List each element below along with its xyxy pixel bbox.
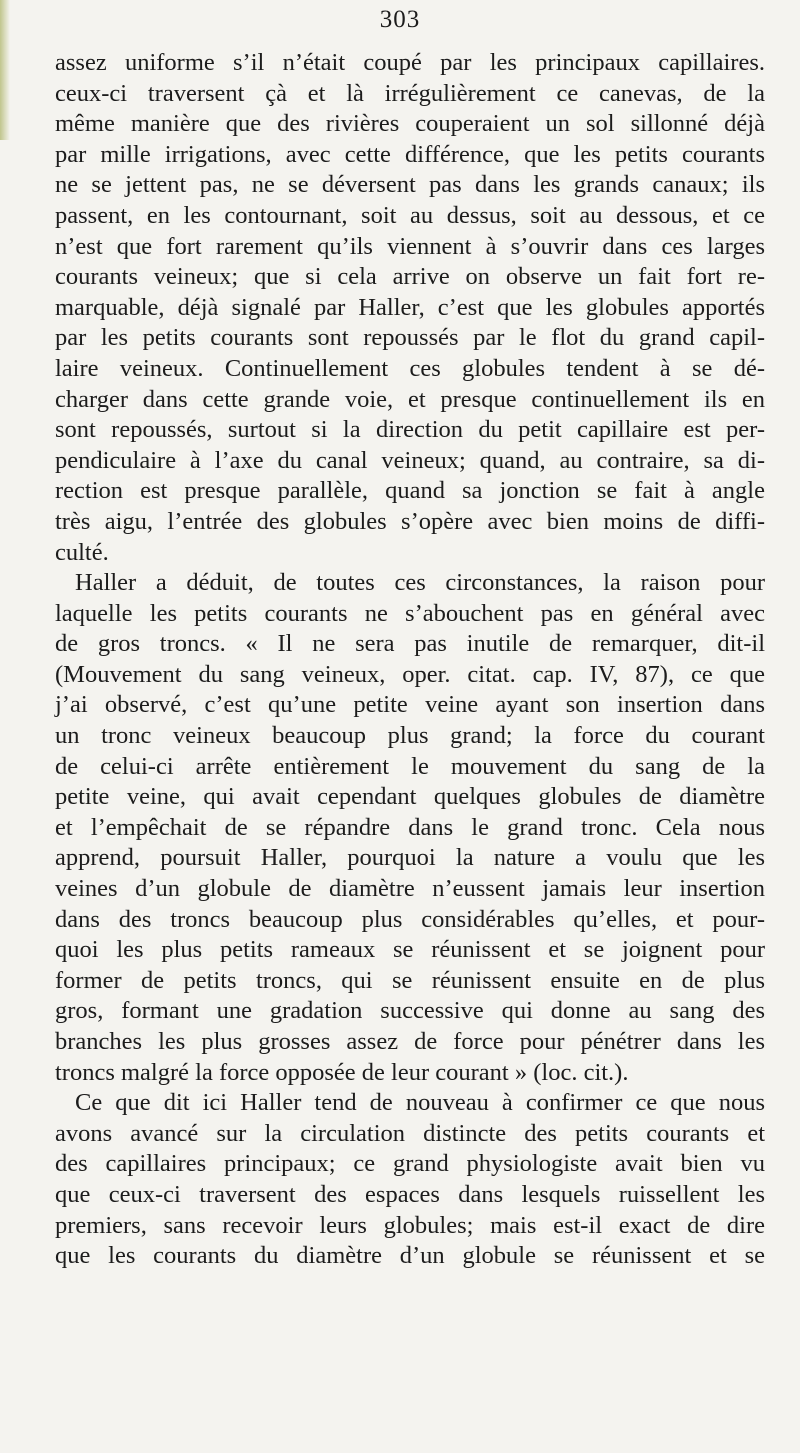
paragraph-start-line: Ce que dit ici Haller tend de nouveau à confirmer ce que nous xyxy=(75,1089,765,1117)
text-line: sont repoussés, surtout si la direction du petit capillaire est per- xyxy=(55,416,765,444)
text-line: branches les plus grosses assez de force pour pénétrer dans les xyxy=(55,1028,765,1055)
text-line: j’ai observé, c’est qu’une petite veine ayant son insertion dans xyxy=(55,691,765,719)
text-line: veines d’un globule de diamètre n’eussent jamais leur insertion xyxy=(55,875,765,903)
text-line: par les petits courants sont repoussés par le flot du grand capil- xyxy=(55,324,765,352)
text-line: (Mouvement du sang veineux, oper. citat. cap. IV, 87), ce que xyxy=(55,660,765,688)
text-line: petite veine, qui avait cependant quelques globules de diamètre xyxy=(55,783,765,811)
text-line: ne se jettent pas, ne se déversent pas dans les grands canaux; ils xyxy=(55,171,765,199)
text-line: apprend, poursuit Haller, pourquoi la nature a voulu que les xyxy=(55,844,765,872)
text-line: avons avancé sur la circulation distincte des petits courants et xyxy=(55,1119,765,1147)
text-line: ceux-ci traversent çà et là irrégulièrement ce canevas, de la xyxy=(55,79,765,107)
text-line: passent, en les contournant, soit au dessus, soit au dessous, et ce xyxy=(55,201,765,229)
text-line: par mille irrigations, avec cette différence, que les petits courants xyxy=(55,140,765,168)
text-line: n’est que fort rarement qu’ils viennent à s’ouvrir dans ces larges xyxy=(55,232,765,260)
text-line: quoi les plus petits rameaux se réunissent et se joignent pour xyxy=(55,936,765,964)
text-line: un tronc veineux beaucoup plus grand; la force du courant xyxy=(55,722,765,750)
text-line: très aigu, l’entrée des globules s’opère avec bien moins de diffi- xyxy=(55,507,765,535)
text-line: que ceux-ci traversent des espaces dans lesquels ruissellent les xyxy=(55,1180,765,1208)
body-text xyxy=(55,48,765,1272)
text-line: charger dans cette grande voie, et presque continuellement ils en xyxy=(55,385,765,413)
text-line: de celui-ci arrête entièrement le mouvement du sang de la xyxy=(55,752,765,780)
paragraph-start-line: Haller a déduit, de toutes ces circonstances, la raison pour xyxy=(75,569,765,597)
text-line: pendiculaire à l’axe du canal veineux; quand, au contraire, sa di- xyxy=(55,446,765,474)
text-line: et l’empêchait de se répandre dans le grand tronc. Cela nous xyxy=(55,813,765,841)
text-line: marquable, déjà signalé par Haller, c’est que les globules apportés xyxy=(55,293,765,321)
page-number: 303 xyxy=(379,6,421,33)
text-line: courants veineux; que si cela arrive on observe un fait fort re- xyxy=(55,263,765,291)
text-line: assez uniforme s’il n’était coupé par les principaux capillaires. xyxy=(55,49,765,76)
text-line: que les courants du diamètre d’un globule se réunissent et se xyxy=(55,1242,765,1270)
text-line: former de petits troncs, qui se réunissent ensuite en de plus xyxy=(55,966,765,994)
text-line: des capillaires principaux; ce grand physiologiste avait bien vu xyxy=(55,1150,765,1178)
text-line: gros, formant une gradation successive qui donne au sang des xyxy=(55,997,765,1025)
text-line: de gros troncs. « Il ne sera pas inutile de remarquer, dit-il xyxy=(55,630,765,658)
text-line: premiers, sans recevoir leurs globules; mais est-il exact de dire xyxy=(55,1211,765,1239)
text-line: laquelle les petits courants ne s’abouchent pas en général avec xyxy=(55,599,765,627)
text-line: dans des troncs beaucoup plus considérables qu’elles, et pour- xyxy=(55,905,765,933)
text-line: laire veineux. Continuellement ces globules tendent à se dé- xyxy=(55,354,765,382)
text-line: rection est presque parallèle, quand sa jonction se fait à angle xyxy=(55,477,765,505)
text-line: même manière que des rivières couperaient un sol sillonné déjà xyxy=(55,110,765,138)
text-line: troncs malgré la force opposée de leur courant » (loc. cit.). xyxy=(55,1058,629,1086)
text-line: culté. xyxy=(55,538,109,566)
